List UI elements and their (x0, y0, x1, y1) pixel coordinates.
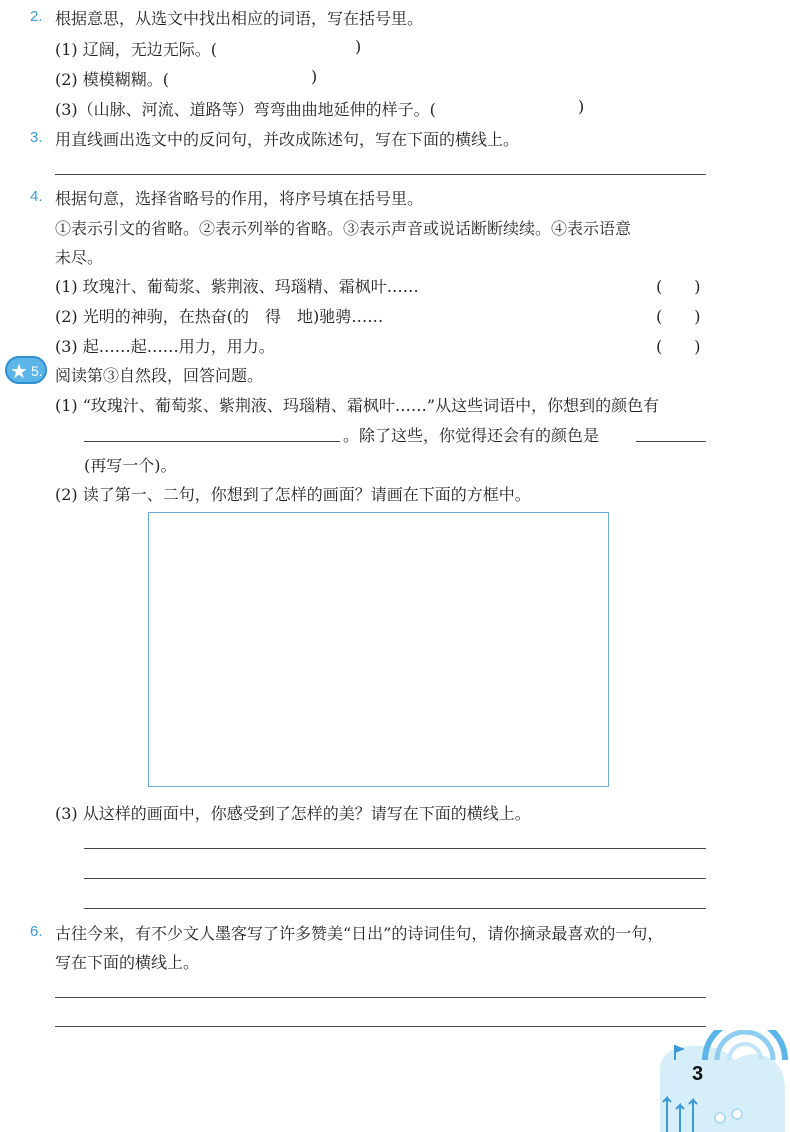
corner-decoration (645, 1030, 790, 1132)
q4-item-1-label: (1) 玫瑰汁、葡萄浆、紫荆液、玛瑙精、霜枫叶…… (55, 277, 419, 296)
q4-item-3-paren[interactable]: ( ) (656, 337, 701, 356)
q6-number: 6. (30, 923, 43, 940)
q2-number: 2. (30, 8, 43, 25)
q5-sub1-mid: 。除了这些，你觉得还会有的颜色是 (343, 426, 600, 445)
page-number: 3 (692, 1063, 704, 1085)
q2-item-1-label: (1) 辽阔，无边无际。( (55, 40, 217, 59)
q5-sub1-line-3: (再写一个)。 (84, 456, 177, 475)
q2-item-3-label: (3)（山脉、河流、道路等）弯弯曲曲地延伸的样子。( (55, 100, 436, 119)
q5-sub3-line-3[interactable] (84, 908, 706, 909)
q5-sub1-line-1: (1) “玫瑰汁、葡萄浆、紫荆液、玛瑙精、霜枫叶……”从这些词语中，你想到的颜色有 (55, 396, 660, 415)
q5-number: 5. (31, 363, 43, 379)
q5-sub3-line-1[interactable] (84, 848, 706, 849)
q4-item-2-paren[interactable]: ( ) (656, 307, 701, 326)
q6-answer-line-1[interactable] (55, 997, 706, 998)
q5-stem: 阅读第③自然段，回答问题。 (55, 366, 264, 385)
q2-item-2-label: (2) 模模糊糊。( (55, 70, 169, 89)
q2-item-1-close: ) (355, 37, 362, 56)
q4-item-2-label: (2) 光明的神驹，在热奋(的 得 地)驰骋…… (55, 307, 384, 326)
q6-answer-line-2[interactable] (55, 1026, 706, 1027)
q2-stem: 根据意思，从选文中找出相应的词语，写在括号里。 (55, 9, 424, 28)
q4-item-1-paren[interactable]: ( ) (656, 277, 701, 296)
q3-number: 3. (30, 129, 43, 146)
q4-number: 4. (30, 188, 43, 205)
q6-stem-line-1: 古往今来，有不少文人墨客写了许多赞美“日出”的诗词佳句，请你摘录最喜欢的一句， (55, 924, 664, 943)
q5-sub3: (3) 从这样的画面中，你感受到了怎样的美？请写在下面的横线上。 (55, 804, 531, 823)
q5-sub3-line-2[interactable] (84, 878, 706, 879)
castle-illustration-icon (645, 1030, 790, 1132)
star-icon: ★ (10, 359, 28, 383)
q5-sub1-blank-2[interactable] (636, 441, 706, 442)
q5-star-badge (5, 356, 47, 384)
q6-stem-line-2: 写在下面的横线上。 (55, 953, 200, 972)
q2-item-3-close: ) (578, 97, 585, 116)
q5-sub1-blank-1[interactable] (84, 441, 340, 442)
q4-options-line-1: ①表示引文的省略。②表示列举的省略。③表示声音或说话断断续续。④表示语意 (55, 219, 632, 238)
q4-stem: 根据句意，选择省略号的作用，将序号填在括号里。 (55, 189, 424, 208)
q3-stem: 用直线画出选文中的反问句，并改成陈述句，写在下面的横线上。 (55, 130, 520, 149)
q3-answer-line[interactable] (55, 174, 706, 175)
q4-item-3-label: (3) 起……起……用力，用力。 (55, 337, 275, 356)
q5-sub2: (2) 读了第一、二句，你想到了怎样的画面？请画在下面的方框中。 (55, 485, 531, 504)
q5-drawing-box[interactable] (148, 512, 609, 787)
q4-options-line-2: 未尽。 (55, 248, 104, 267)
q2-item-2-close: ) (311, 67, 318, 86)
